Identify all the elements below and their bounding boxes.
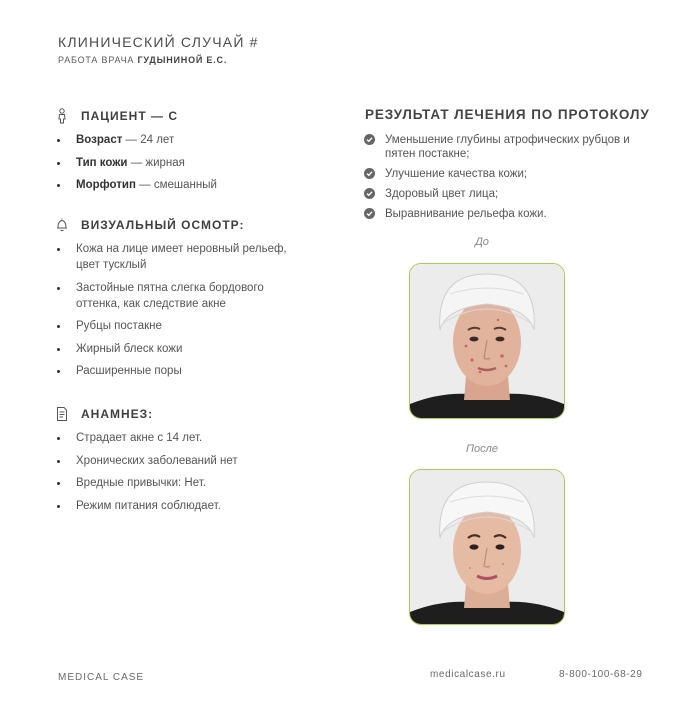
list-item: Хронических заболеваний нет <box>55 453 315 469</box>
list-item: Застойные пятна слегка бордового оттенка, как следствие акне <box>55 280 290 312</box>
list-item: Улучшение качества кожи; <box>364 167 634 181</box>
footer-brand: MEDICAL CASE <box>58 672 145 683</box>
patient-list <box>55 132 315 193</box>
patient-heading-row <box>55 108 315 124</box>
person-icon <box>55 108 69 124</box>
document-icon <box>55 406 69 422</box>
check-icon <box>364 188 375 199</box>
anamnesis-heading: АНАМНЕЗ: <box>81 407 154 421</box>
list-item: Страдает акне с 14 лет. <box>55 430 315 446</box>
exam-section <box>55 217 315 386</box>
footer-phone[interactable]: 8-800-100-68-29 <box>559 669 643 680</box>
check-icon <box>364 208 375 219</box>
list-item: Кожа на лице имеет неровный рельеф, цвет тусклый <box>55 241 290 273</box>
list-item: Вредные привычки: Нет. <box>55 475 315 491</box>
list-item: Возраст — 24 лет <box>55 132 315 148</box>
patient-heading: ПАЦИЕНТ — С <box>81 109 179 123</box>
after-caption: После <box>466 443 498 455</box>
list-item: Жирный блеск кожи <box>55 341 290 357</box>
exam-heading-row <box>55 217 315 233</box>
check-icon <box>364 134 375 145</box>
list-item: Уменьшение глубины атрофических рубцов и пятен постакне; <box>364 133 634 161</box>
list-item: Расширенные поры <box>55 363 290 379</box>
list-item: Здоровый цвет лица; <box>364 187 634 201</box>
results-heading: РЕЗУЛЬТАТ ЛЕЧЕНИЯ ПО ПРОТОКОЛУ <box>365 107 650 122</box>
list-item: Выравнивание рельефа кожи. <box>364 207 634 221</box>
results-list <box>364 133 634 221</box>
subtitle-prefix: РАБОТА ВРАЧА <box>58 55 135 65</box>
check-icon <box>364 168 375 179</box>
anamnesis-list <box>55 430 315 514</box>
list-item: Тип кожи — жирная <box>55 155 315 171</box>
anamnesis-section <box>55 406 315 520</box>
list-item: Режим питания соблюдает. <box>55 498 315 514</box>
list-item: Рубцы постакне <box>55 318 290 334</box>
bell-icon <box>55 217 69 233</box>
footer-site-link[interactable]: medicalcase.ru <box>430 669 506 680</box>
after-photo <box>409 469 565 625</box>
exam-list <box>55 241 290 379</box>
patient-section <box>55 108 315 200</box>
subtitle-doctor: ГУДЫНИНОЙ Е.С. <box>137 55 228 65</box>
anamnesis-heading-row <box>55 406 315 422</box>
results-section <box>364 133 634 227</box>
before-photo <box>409 263 565 419</box>
list-item: Морфотип — смешанный <box>55 177 315 193</box>
exam-heading: ВИЗУАЛЬНЫЙ ОСМОТР: <box>81 218 245 232</box>
page-subtitle <box>58 55 227 65</box>
page-title: КЛИНИЧЕСКИЙ СЛУЧАЙ # <box>58 34 259 50</box>
before-caption: До <box>475 236 489 248</box>
